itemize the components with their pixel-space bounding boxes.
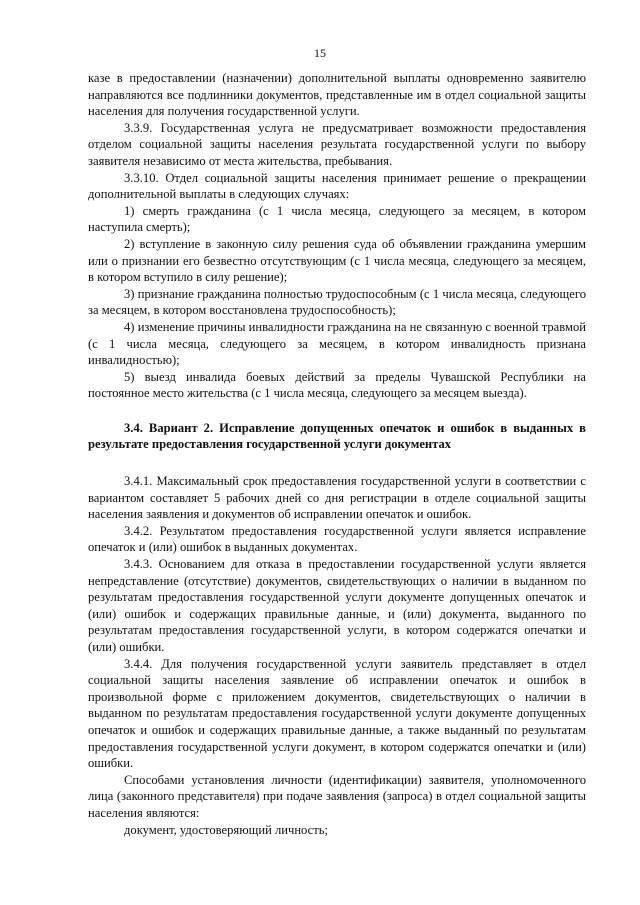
- paragraph: казе в предоставлении (назначении) дополнительной выплаты одновременно заявителю направляются все подлинники документов, представленные им в отдел социальной защиты населения для получения государственной услуги.: [88, 71, 586, 119]
- section-heading: 3.4. Вариант 2. Исправление допущенных опечаток и ошибок в выданных в результате предоставления государственной услуги документах: [88, 420, 586, 452]
- paragraph: 3.3.9. Государственная услуга не предусматривает возможности предоставления отделом социальной защиты населения результата государственной услуги по выбору заявителя независимо от места жительства, пребывания.: [88, 120, 586, 168]
- paragraph: 2) вступление в законную силу решения суда об объявлении гражданина умершим или о признании его безвестно отсутствующим (с 1 числа месяца, следующего за месяцем, в котором вступило в силу решение);: [88, 236, 586, 285]
- paragraph: 3) признание гражданина полностью трудоспособным (с 1 числа месяца, следующего за месяцем, в котором восстановлена трудоспособность);: [88, 286, 586, 318]
- paragraph: 4) изменение причины инвалидности гражданина на не связанную с военной травмой (с 1 числа месяца, следующего за месяцем, в котором инвалидность признана инвалидностью);: [88, 319, 586, 368]
- paragraph: 3.4.3. Основанием для отказа в предоставлении государственной услуги является непредставление (отсутствие) документов, свидетельствующих о наличии в выданном по результатам предоставления государственной услуги документе допущенных опечаток и (или) ошибок и содержащих правильные данные, и (или) документа, выданного по результатам предоставления государственной услуги, в котором содержатся опечатки и (или) ошибки.: [88, 557, 586, 654]
- page-number: 15: [314, 46, 326, 60]
- paragraph: 3.3.10. Отдел социальной защиты населения принимает решение о прекращении дополнительной выплаты в следующих случаях:: [88, 170, 586, 202]
- paragraph: 3.4.4. Для получения государственной услуги заявитель представляет в отдел социальной защиты населения заявление об исправлении опечаток и ошибок в произвольной форме с приложением документов, свидетельствующих о наличии в выданном по результатам предоставления государственной услуги документе допущенных опечаток и ошибок и содержащих правильные данные, а также выданный по результатам предоставления государственной услуги документ, в котором содержатся опечатки и (или) ошибки.: [88, 656, 586, 771]
- paragraph: Способами установления личности (идентификации) заявителя, уполномоченного лица (законного представителя) при подаче заявления (запроса) в отдел социальной защиты населения являются:: [88, 772, 586, 820]
- paragraph: документ, удостоверяющий личность;: [124, 822, 329, 837]
- paragraph: 5) выезд инвалида боевых действий за пределы Чувашской Республики на постоянное место жительства (с 1 числа месяца, следующего за месяцем выезда).: [88, 369, 586, 401]
- paragraph: 1) смерть гражданина (с 1 числа месяца, следующего за месяцем, в котором наступила смерть);: [88, 203, 586, 235]
- paragraph: 3.4.1. Максимальный срок предоставления государственной услуги в соответствии с вариантом составляет 5 рабочих дней со дня регистрации в отделе социальной защиты населения заявления и документов об исправлении опечаток и ошибок.: [88, 474, 586, 522]
- document-body: [88, 70, 586, 838]
- paragraph: 3.4.2. Результатом предоставления государственной услуги является исправление опечаток и (или) ошибок в выданных документах.: [88, 523, 586, 555]
